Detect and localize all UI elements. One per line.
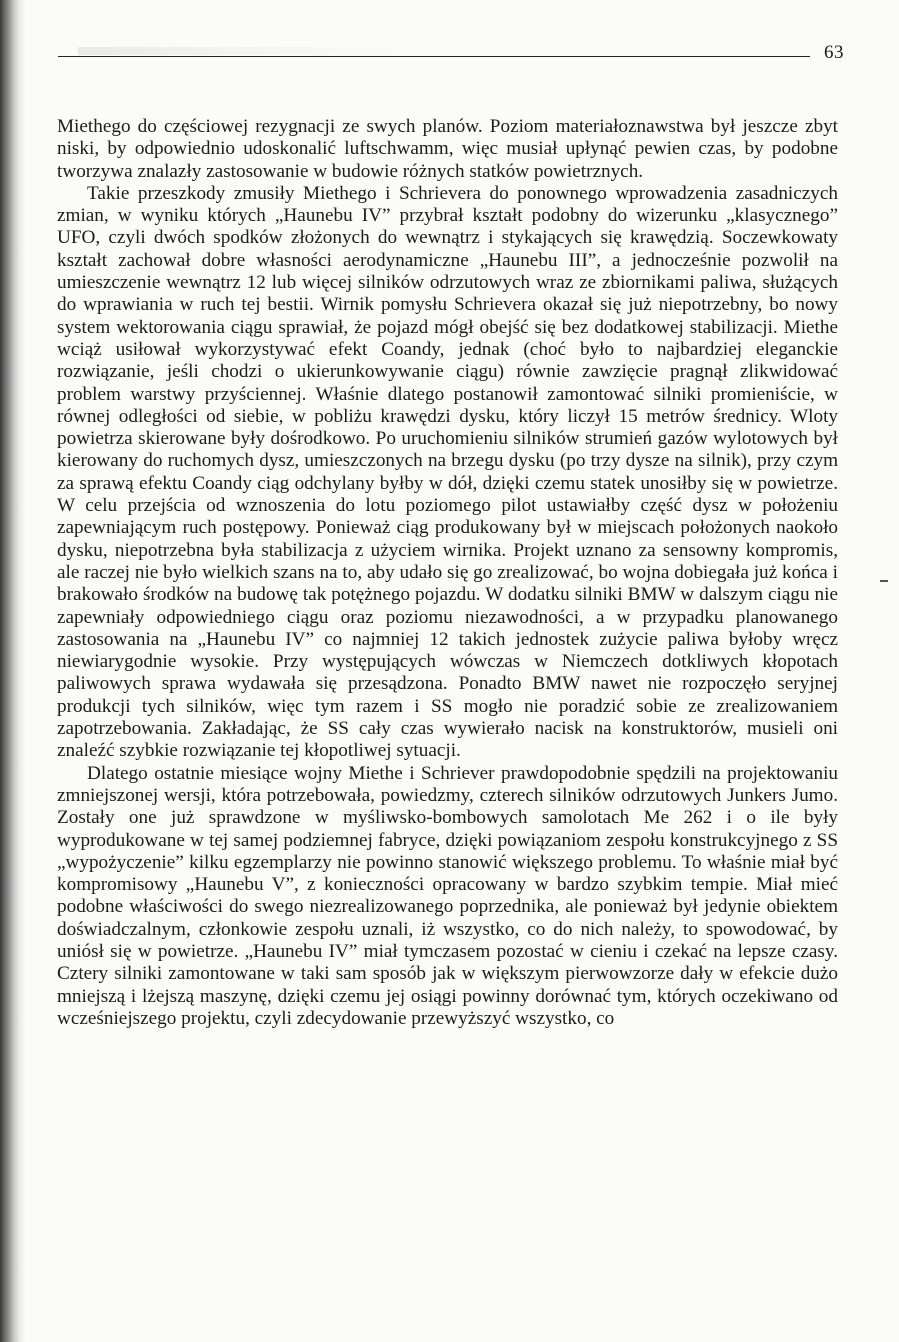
paragraph: Miethego do częściowej rezygnacji ze swych planów. Poziom materiałoznawstwa był jeszcze zbyt niski, by odpowiednio udoskonalić luftschwamm, więc musiał upłynąć pewien czas, by podobne tworzywa znalazły zastosowanie w budowie różnych statków powietrznych. xyxy=(57,116,838,182)
header-smudge xyxy=(78,47,438,55)
margin-mark xyxy=(880,580,888,582)
page-number: 63 xyxy=(824,42,844,63)
paragraph: Takie przeszkody zmusiły Miethego i Schrievera do ponownego wprowadzenia zasadniczych zmian, w wyniku których „Haunebu IV” przybrał kształt podobny do wizerunku „klasycznego” UFO, czyli dwóch spodków złożonych do wewnątrz i stykających się krawędzią. Soczewkowaty kształt zachował dobre własności aerodynamiczne „Haunebu III”, a jednocześnie pozwolił na umieszczenie wewnątrz 12 lub więcej silników odrzutowych wraz ze zbiornikami paliwa, służących do wprawiania w ruch tej bestii. Wirnik pomysłu Schrievera okazał się już niepotrzebny, bo nowy system wektorowania ciągu sprawiał, że pojazd mógł obejść się bez dodatkowej stabilizacji. Miethe wciąż usiłował wykorzystywać efekt Coandy, jednak (choć było to najbardziej eleganckie rozwiązanie, jeśli chodzi o ukierunkowywanie ciągu) równie zawzięcie pragnął zlikwidować problem warstwy przyściennej. Właśnie dlatego postanowił zamontować silniki promieniście, w równej odległości od siebie, w pobliżu krawędzi dysku, który liczył 15 metrów średnicy. Wloty powietrza skierowane były dośrodkowo. Po uruchomieniu silników strumień gazów wylotowych był kierowany do ruchomych dysz, umieszczonych na brzegu dysku (po trzy dysze na silnik), przy czym za sprawą efektu Coandy ciąg odchylany byłby w dół, dzięki czemu statek unosiłby się w powietrze. W celu przejścia od wznoszenia do lotu poziomego pilot ustawiałby część dysz w położeniu zapewniającym ruch postępowy. Ponieważ ciąg produkowany był w miejscach położonych naokoło dysku, niepotrzebna była stabilizacja z użyciem wirnika. Projekt uznano za sensowny kompromis, ale raczej nie było wielkich szans na to, aby udało się go zrealizować, bo wojna dobiegała już końca i brakowało środków na budowę tak potężnego pojazdu. W dodatku silniki BMW w dalszym ciągu nie zapewniały odpowiedniego ciągu oraz poziomu niezawodności, a w przypadku planowanego zastosowania na „Haunebu IV” co najmniej 12 takich jednostek zużycie paliwa byłoby wręcz niewiarygodnie wysokie. Przy występujących wówczas w Niemczech dotkliwych kłopotach paliwowych sprawa wydawała się przesądzona. Ponadto BMW nawet nie rozpoczęło seryjnej produkcji tych silników, więc tym razem i SS mogło nie poradzić sobie ze zrealizowaniem zapotrzebowania. Zakładając, że SS cały czas wywierało nacisk na konstruktorów, musieli oni znaleźć szybkie rozwiązanie tej kłopotliwej sytuacji. xyxy=(57,182,838,762)
body-text xyxy=(57,116,838,1030)
paragraph: Dlatego ostatnie miesiące wojny Miethe i Schriever prawdopodobnie spędzili na projektowaniu zmniejszonej wersji, która potrzebowała, powiedzmy, czterech silników odrzutowych Junkers Jumo. Zostały one już sprawdzone w myśliwsko-bombowych samolotach Me 262 i o ile były wyprodukowane w tej samej podziemnej fabryce, dzięki powiązaniom zespołu konstrukcyjnego z SS „wypożyczenie” kilku egzemplarzy nie powinno stanowić większego problemu. To właśnie miał być kompromisowy „Haunebu V”, z konieczności opracowany w bardzo szybkim tempie. Miał mieć podobne właściwości do swego niezrealizowanego poprzednika, ale ponieważ był jedynie obiektem doświadczalnym, członkowie zespołu uznali, iż wszystko, co do nich należy, to spowodować, by uniósł się w powietrze. „Haunebu IV” miał tymczasem pozostać w cieniu i czekać na lepsze czasy. Cztery silniki zamontowane w taki sam sposób jak w większym pierwowzorze dały w efekcie dużo mniejszą i lżejszą maszynę, dzięki czemu jej osiągi powinny dorównać tym, których oczekiwano od wcześniejszego projektu, czyli zdecydowanie przewyższyć wszystko, co xyxy=(57,762,838,1029)
header-rule xyxy=(58,56,810,57)
spine-shadow xyxy=(0,0,26,1342)
